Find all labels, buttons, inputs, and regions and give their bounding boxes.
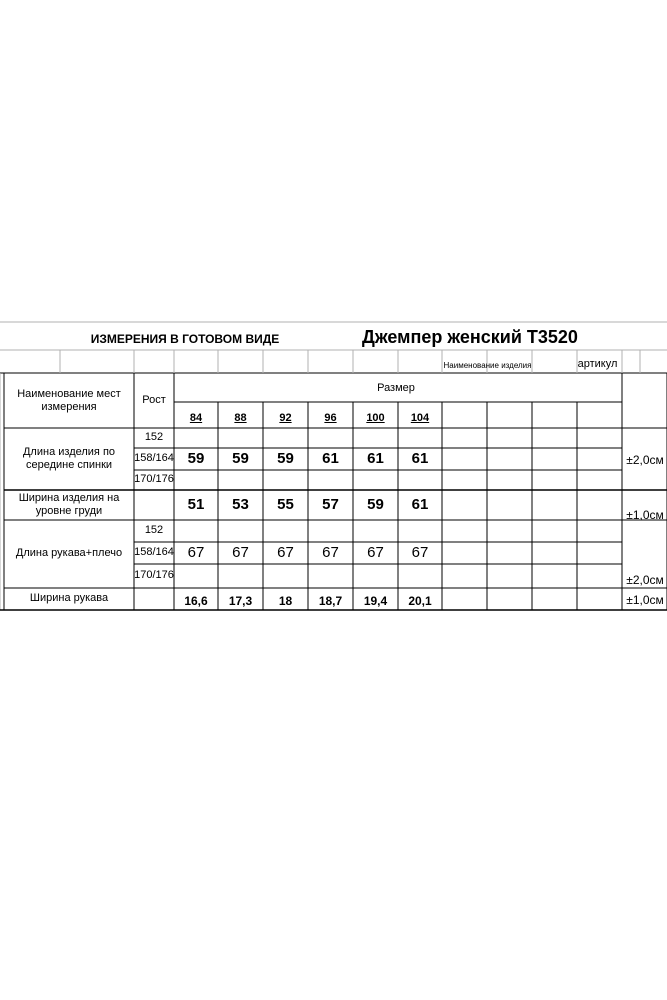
measure-value: 67 (411, 544, 429, 561)
measure-value: 57 (322, 496, 339, 513)
sheet-title: ИЗМЕРЕНИЯ В ГОТОВОМ ВИДЕ (90, 331, 280, 346)
measure-value: 18 (278, 593, 293, 608)
measure-value: 53 (232, 496, 249, 513)
measure-value: 67 (322, 544, 339, 561)
measure-value: 59 (277, 450, 294, 467)
tolerance-value: ±2,0см (626, 452, 664, 467)
measure-value: 18,7 (318, 593, 343, 608)
measure-value: 67 (187, 544, 205, 561)
measure-column-header: Наименование мест измерения (17, 387, 121, 413)
tolerance-value: ±2,0см (626, 572, 664, 587)
measure-value: 59 (187, 450, 205, 467)
measure-value: 67 (367, 544, 384, 561)
size-column-header: Размер (377, 382, 415, 395)
height-value: 158/164 (134, 452, 174, 465)
height-value: 170/176 (134, 569, 174, 582)
measure-value: 19,4 (363, 593, 388, 608)
measure-value: 59 (232, 450, 249, 467)
tolerance-column-header (626, 373, 640, 433)
row-label-sleeve-width: Ширина рукава (29, 592, 109, 605)
measure-value: 61 (367, 450, 384, 467)
row-label-sleeve-length: Длина рукава+плечо (15, 547, 123, 560)
article-label: артикул (577, 358, 618, 371)
size-header: 84 (189, 412, 203, 425)
measure-value: 16,6 (184, 593, 208, 608)
size-header: 88 (234, 412, 247, 425)
product-name-label: Наименование изделия (443, 361, 532, 371)
measure-value: 59 (367, 496, 384, 513)
product-title: Джемпер женский Т3520 (362, 327, 578, 348)
measure-value: 20,1 (408, 593, 432, 608)
size-header: 92 (279, 412, 292, 425)
measure-value: 61 (411, 496, 429, 513)
height-value: 170/176 (134, 473, 174, 486)
height-column-header: Рост (142, 394, 166, 407)
size-header: 100 (366, 412, 385, 425)
measure-value: 61 (322, 450, 339, 467)
measure-value: 55 (277, 496, 294, 513)
tolerance-value: ±1,0см (626, 592, 664, 607)
measure-value: 51 (187, 496, 205, 513)
size-header: 104 (410, 412, 430, 425)
tolerance-value: ±1,0см (626, 507, 664, 522)
height-value: 152 (144, 524, 164, 537)
row-label-chest-width: Ширина изделия на уровне груди (18, 491, 120, 517)
measure-value: 17,3 (228, 593, 253, 608)
measure-value: 67 (232, 544, 249, 561)
measure-value: 67 (277, 544, 294, 561)
height-value: 158/164 (134, 546, 174, 559)
row-label-back-length: Длина изделия по середине спинки (22, 445, 116, 471)
height-value: 152 (144, 431, 164, 444)
measure-value: 61 (411, 450, 429, 467)
size-header: 96 (324, 412, 337, 425)
